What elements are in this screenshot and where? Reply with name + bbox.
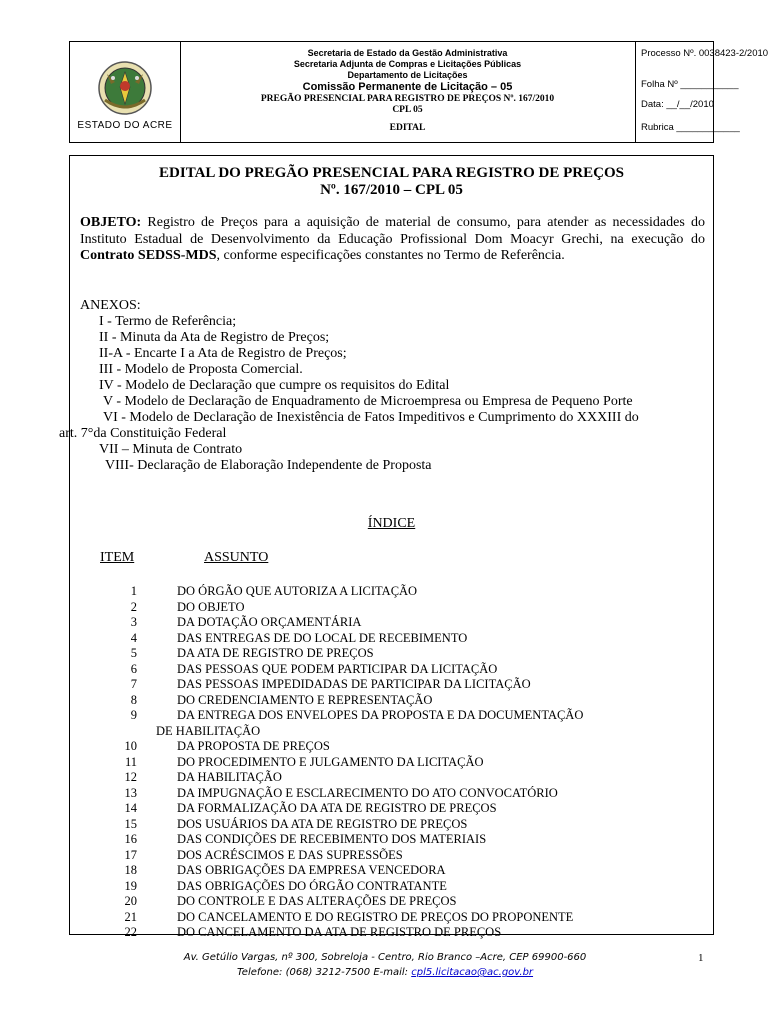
header-edital: EDITAL [389,123,426,133]
indice-item-number: 1 [130,584,137,598]
indice-item-number: 22 [124,925,137,939]
indice-item-number: 11 [124,754,137,769]
footer-contact [0,967,770,978]
indice-item-number: 6 [130,661,137,676]
indice-item-title: DAS PESSOAS QUE PODEM PARTICIPAR DA LICITAÇÃO [177,661,498,676]
objeto-text-1: Registro de Preços para a aquisição de material de consumo, para atender as necessidades do Instituto Estadual de Desenvolvimento da Educação Profissional Dom Moacyr Grechi, na execução do [80,215,705,247]
indice-heading: ÍNDICE [367,516,416,531]
indice-item-title: DAS OBRIGAÇÕES DO ÓRGÃO CONTRATANTE [177,878,447,893]
data-field: Data: __/__/2010 [641,99,714,110]
indice-item-number: 18 [124,863,137,877]
header-pregao: PREGÃO PRESENCIAL PARA REGISTRO DE PREÇOS Nº. 167/2010 [260,94,555,104]
indice-item-title: DAS PESSOAS IMPEDIDADAS DE PARTICIPAR DA LICITAÇÃO [177,677,531,691]
indice-item-title: DA PROPOSTA DE PREÇOS [177,739,330,753]
indice-item-title: DA HABILITAÇÃO [177,770,282,784]
indice-item-title: DO CANCELAMENTO DA ATA DE REGISTRO DE PREÇOS [177,925,502,939]
footer-address: Av. Getúlio Vargas, nº 300, Sobreloja - Centro, Rio Branco –Acre, CEP 69900-660 [183,952,587,963]
indice-item-title: DO CONTROLE E DAS ALTERAÇÕES DE PREÇOS [177,894,457,908]
footer-email-link[interactable]: cpl5.licitacao@ac.gov.br [411,967,534,978]
indice-item-title: DAS CONDIÇÕES DE RECEBIMENTO DOS MATERIAIS [177,832,487,846]
anexo-item: VI - Modelo de Declaração de Inexistência de Fatos Impeditivos e Cumprimento do XXXIII do [103,410,639,425]
indice-item-number: 9 [130,708,137,722]
indice-item-title: DA IMPUGNAÇÃO E ESCLARECIMENTO DO ATO CONVOCATÓRIO [177,785,558,800]
indice-item-title: DA ATA DE REGISTRO DE PREÇOS [177,646,374,660]
page-number: 1 [698,952,704,964]
indice-item-number: 13 [124,785,137,800]
footer-phone: Telefone: (068) 3212-7500 E-mail: [236,967,412,978]
indice-item-title: DAS OBRIGAÇÕES DA EMPRESA VENCEDORA [177,863,446,877]
objeto-label: OBJETO: [80,215,142,230]
indice-item-number: 8 [130,692,137,707]
header-cpl: CPL 05 [392,105,423,115]
document-header [69,41,769,143]
indice-col-item: ITEM [100,550,135,565]
objeto-text-2: , conforme especificações constantes no Termo de Referência. [216,248,565,263]
edital-title: EDITAL DO PREGÃO PRESENCIAL PARA REGISTRO DE PREÇOS [159,165,624,181]
anexo-item: III - Modelo de Proposta Comercial. [99,362,303,377]
header-comissao: Comissão Permanente de Licitação – 05 [302,81,513,93]
indice-item-number: 12 [124,770,137,784]
anexo-item: VII – Minuta de Contrato [99,442,243,457]
indice-item-number: 7 [130,677,137,691]
indice-item-title: DAS ENTREGAS DE DO LOCAL DE RECEBIMENTO [177,630,468,645]
indice-item-title: DA DOTAÇÃO ORÇAMENTÁRIA [177,615,362,629]
indice-item-number: 5 [130,646,137,660]
indice-item-title: DOS ACRÉSCIMOS E DAS SUPRESSÕES [177,847,403,862]
anexo-item: II - Minuta da Ata de Registro de Preços; [99,330,330,345]
edital-number: Nº. 167/2010 – CPL 05 [320,182,463,198]
header-titles [180,42,636,142]
indice-item-title: DA ENTREGA DOS ENVELOPES DA PROPOSTA E DA DOCUMENTAÇÃO [177,708,584,722]
anexo-item: VIII- Declaração de Elaboração Independente de Proposta [105,458,432,473]
indice-item-number: 15 [124,816,137,831]
header-departamento: Departamento de Licitações [347,70,468,80]
anexo-item: IV - Modelo de Declaração que cumpre os requisitos do Edital [99,378,450,393]
indice-item-number: 21 [124,909,137,924]
objeto-contract: Contrato SEDSS-MDS [80,248,217,263]
document-body [59,155,714,939]
anexo-item-continuation: art. 7°da Constituição Federal [59,426,227,441]
indice-item-title: DO OBJETO [177,599,245,614]
indice-item-title: DO CANCELAMENTO E DO REGISTRO DE PREÇOS DO PROPONENTE [177,909,574,924]
acre-state-seal-icon [97,60,153,116]
indice-item-number: 2 [130,599,137,614]
anexos-heading: ANEXOS: [80,298,141,313]
indice-item-number: 17 [124,847,137,862]
folha-field: Folha Nº ___________ [641,79,739,90]
indice-item-title: DOS USUÁRIOS DA ATA DE REGISTRO DE PREÇOS [177,816,468,831]
processo-number: Processo Nº. 0038423-2/2010 [641,48,769,59]
indice-item-number: 20 [124,894,137,908]
header-secretaria-adjunta: Secretaria Adjunta de Compras e Licitações Públicas [293,59,522,69]
indice-item-number: 19 [124,878,137,893]
indice-item-number: 4 [130,630,137,645]
header-logo-cell [70,42,181,142]
indice-item-title: DA FORMALIZAÇÃO DA ATA DE REGISTRO DE PREÇOS [177,801,497,815]
indice-item-title: DO ÓRGÃO QUE AUTORIZA A LICITAÇÃO [177,584,418,598]
indice-item-title: DE HABILITAÇÃO [156,723,261,738]
header-secretaria: Secretaria de Estado da Gestão Administrativa [307,48,508,58]
anexo-item: I - Termo de Referência; [99,314,237,329]
indice-item-number: 16 [124,832,137,846]
logo-caption: ESTADO DO ACRE [77,120,173,131]
header-process-info [635,42,769,142]
indice-item-number: 14 [124,801,137,815]
anexo-item: II-A - Encarte I a Ata de Registro de Preços; [99,346,347,361]
anexo-item: V - Modelo de Declaração de Enquadramento de Microempresa ou Empresa de Pequeno Porte [103,394,633,409]
indice-item-number: 10 [124,739,137,753]
indice-col-assunto: ASSUNTO [204,550,269,565]
rubrica-field: Rubrica ____________ [641,122,740,133]
indice-item-number: 3 [130,615,137,629]
indice-item-title: DO CREDENCIAMENTO E REPRESENTAÇÃO [177,692,433,707]
objeto-paragraph [80,215,705,265]
indice-item-title: DO PROCEDIMENTO E JULGAMENTO DA LICITAÇÃO [177,754,484,769]
